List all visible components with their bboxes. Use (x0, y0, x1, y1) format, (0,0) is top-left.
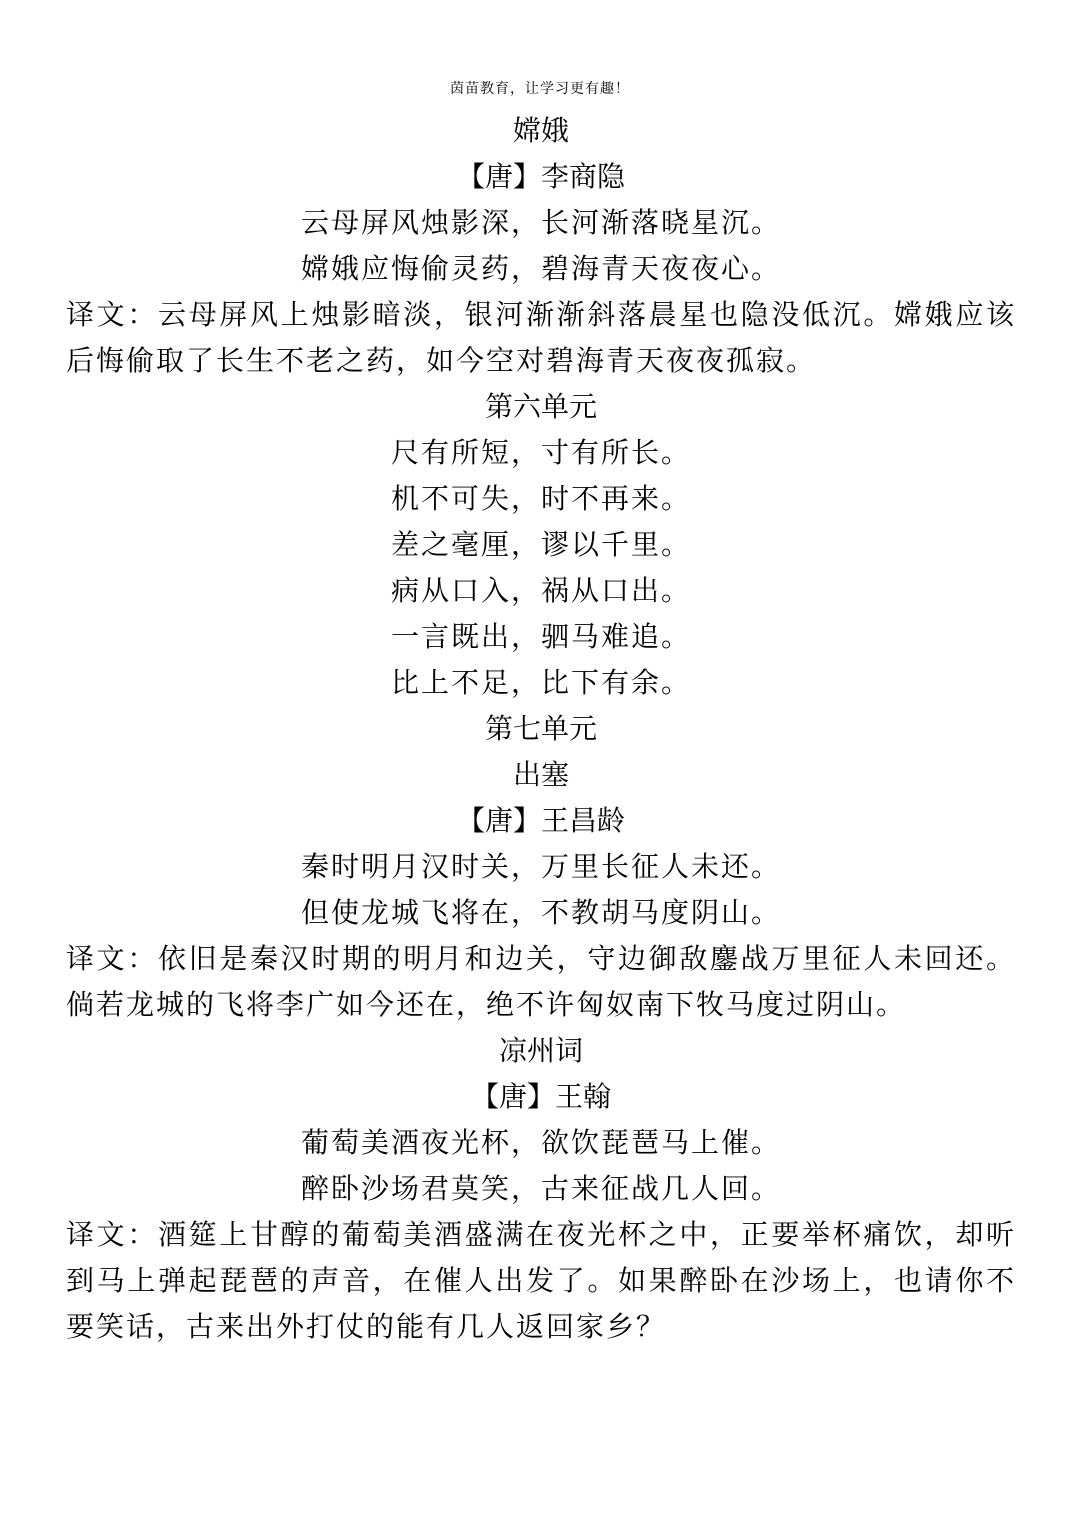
proverb-line: 差之毫厘，谬以千里。 (390, 528, 691, 561)
proverb-line: 机不可失，时不再来。 (390, 482, 691, 515)
poem-author-li-shangyin: 【唐】李商隐 (456, 160, 625, 193)
poem-line: 云母屏风烛影深，长河渐落晓星沉。 (300, 206, 781, 239)
proverb-line: 比上不足，比下有余。 (390, 666, 691, 699)
proverb-line: 一言既出，驷马难追。 (390, 620, 691, 653)
poem-line: 葡萄美酒夜光杯，欲饮琵琶马上催。 (300, 1126, 781, 1159)
poem-title-liangzhou-ci: 凉州词 (498, 1034, 583, 1067)
translation-paragraph: 译文：依旧是秦汉时期的明月和边关，守边御敌鏖战万里征人未回还。倘若龙城的飞将李广如今还在，绝不许匈奴南下牧马度过阴山。 (66, 942, 1016, 1021)
page-header: 茵苗教育，让学习更有趣！ (450, 81, 630, 97)
translation-paragraph: 译文：酒筵上甘醇的葡萄美酒盛满在夜光杯之中，正要举杯痛饮，却听到马上弹起琵琶的声音，在催人出发了。如果醉卧在沙场上，也请你不要笑话，古来出外打仗的能有几人返回家乡？ (66, 1218, 1016, 1343)
poem-title-change-e: 嫦娥 (512, 114, 569, 147)
unit-heading-6: 第六单元 (484, 390, 597, 423)
translation-paragraph: 译文：云母屏风上烛影暗淡，银河渐渐斜落晨星也隐没低沉。嫦娥应该后悔偷取了长生不老之药，如今空对碧海青天夜夜孤寂。 (66, 298, 1016, 377)
proverb-line: 尺有所短，寸有所长。 (390, 436, 691, 469)
poem-author-wang-changling: 【唐】王昌龄 (456, 804, 625, 837)
poem-line: 嫦娥应悔偷灵药，碧海青天夜夜心。 (300, 252, 781, 285)
poem-line: 秦时明月汉时关，万里长征人未还。 (300, 850, 781, 883)
poem-author-wang-han: 【唐】王翰 (470, 1080, 611, 1113)
poem-title-chu-sai: 出塞 (512, 758, 569, 791)
poem-line: 但使龙城飞将在，不教胡马度阴山。 (300, 896, 781, 929)
unit-heading-7: 第七单元 (484, 712, 597, 745)
document-body (66, 108, 1016, 1350)
poem-line: 醉卧沙场君莫笑，古来征战几人回。 (300, 1172, 781, 1205)
proverb-line: 病从口入，祸从口出。 (390, 574, 691, 607)
